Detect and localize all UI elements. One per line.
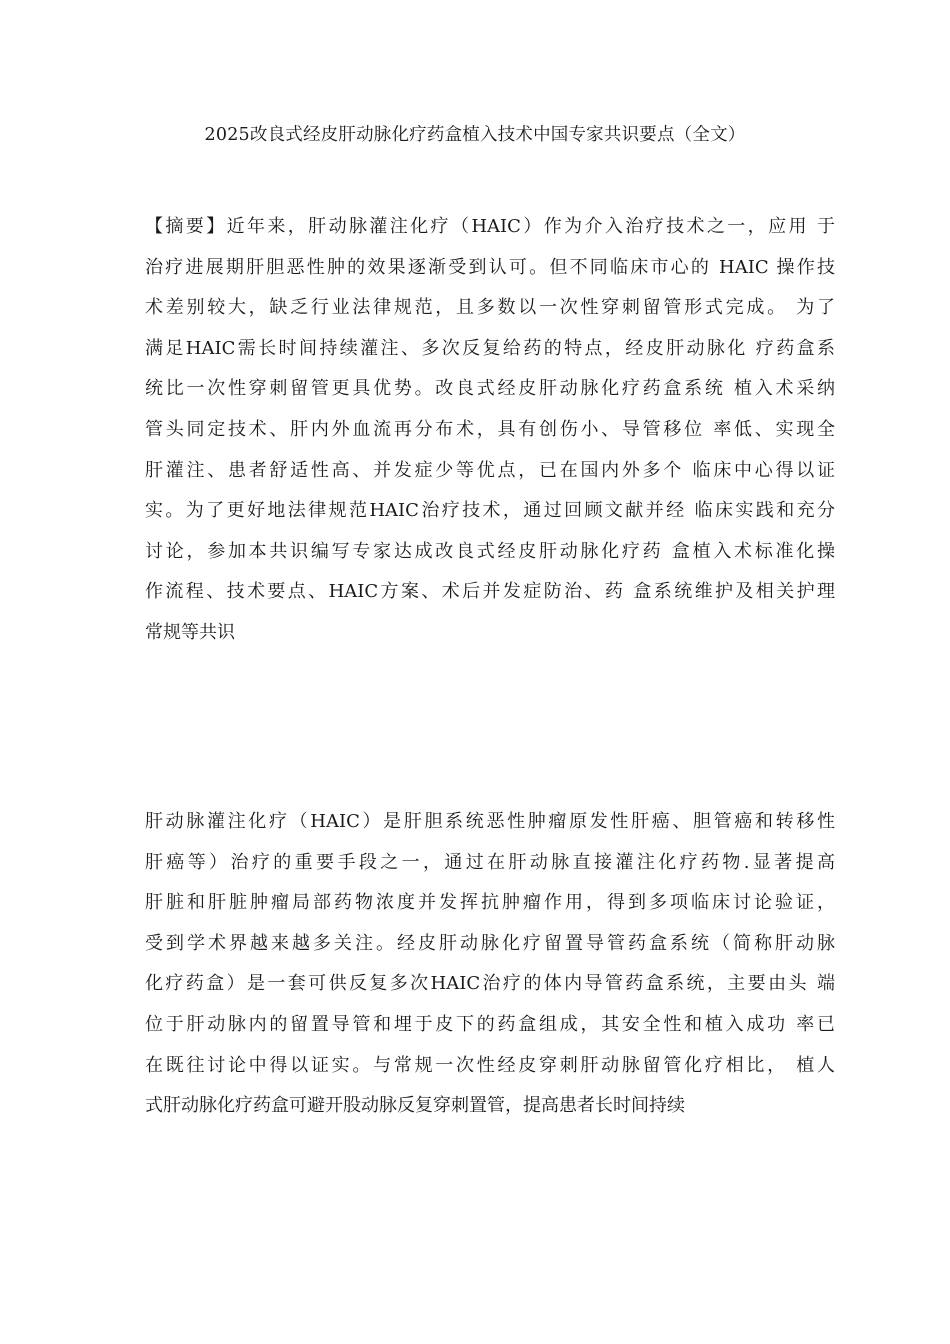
- body-line: 肝癌等）治疗的重要手段之一，通过在肝动脉直接灌注化疗药物.显著提高: [145, 851, 835, 873]
- body-line: 在既往讨论中得以证实。与常规一次性经皮穿刺肝动脉留管化疗相比， 植人: [145, 1054, 835, 1076]
- abstract-line: 管头同定技术、肝内外血流再分布术，具有创伤小、导管移位 率低、实现全: [145, 418, 835, 440]
- body-line: 化疗药盒）是一套可供反复多次HAIC治疗的体内导管药盒系统，主要由头 端: [145, 973, 835, 995]
- body-paragraph: [145, 802, 835, 1127]
- body-line: 肝动脉灌注化疗（HAIC）是肝胆系统恶性肿瘤原发性肝癌、胆管癌和转移性: [145, 811, 835, 832]
- abstract-line: 实。为了更好地法律规范HAIC治疗技术，通过回顾文献并经 临床实践和充分: [145, 500, 835, 522]
- document-title: 2025改良式经皮肝动脉化疗药盒植入技术中国专家共识要点（全文）: [204, 125, 746, 145]
- abstract-line: 肝灌注、患者舒适性高、并发症少等优点，已在国内外多个 临床中心得以证: [145, 459, 835, 481]
- abstract-line: 统比一次性穿刺留管更具优势。改良式经皮肝动脉化疗药盒系统 植入术采纳: [145, 378, 835, 400]
- abstract-line: 作流程、技术要点、HAIC方案、术后并发症防治、药 盒系统维护及相关护理: [145, 581, 835, 603]
- abstract-line: 治疗进展期肝胆恶性肿的效果逐渐受到认可。但不同临床市心的 HAIC 操作技: [145, 256, 835, 278]
- abstract-line: 【摘要】近年来，肝动脉灌注化疗（HAIC）作为介入治疗技术之一，应用 于: [145, 216, 835, 237]
- body-line: 位于肝动脉内的留置导管和埋于皮下的药盒组成，其安全性和植入成功 率已: [145, 1013, 835, 1035]
- body-line: 受到学术界越来越多关注。经皮肝动脉化疗留置导管药盒系统（简称肝动脉: [145, 932, 835, 954]
- body-line: 式肝动脉化疗药盒可避开股动脉反复穿刺置管，提高患者长时间持续: [145, 1095, 685, 1117]
- abstract-line: 术差别较大，缺乏行业法律规范，且多数以一次性穿刺留管形式完成。 为了: [145, 297, 835, 319]
- abstract-line: 常规等共识: [145, 621, 235, 643]
- body-line: 肝脏和肝脏肿瘤局部药物浓度并发挥抗肿瘤作用，得到多项临床讨论验证，: [145, 892, 835, 914]
- abstract-paragraph: [145, 207, 835, 654]
- abstract-line: 讨论，参加本共识编写专家达成改良式经皮肝动脉化疗药 盒植入术标准化操: [145, 540, 835, 562]
- abstract-line: 满足HAIC需长时间持续灌注、多次反复给药的特点，经皮肝动脉化 疗药盒系: [145, 337, 835, 359]
